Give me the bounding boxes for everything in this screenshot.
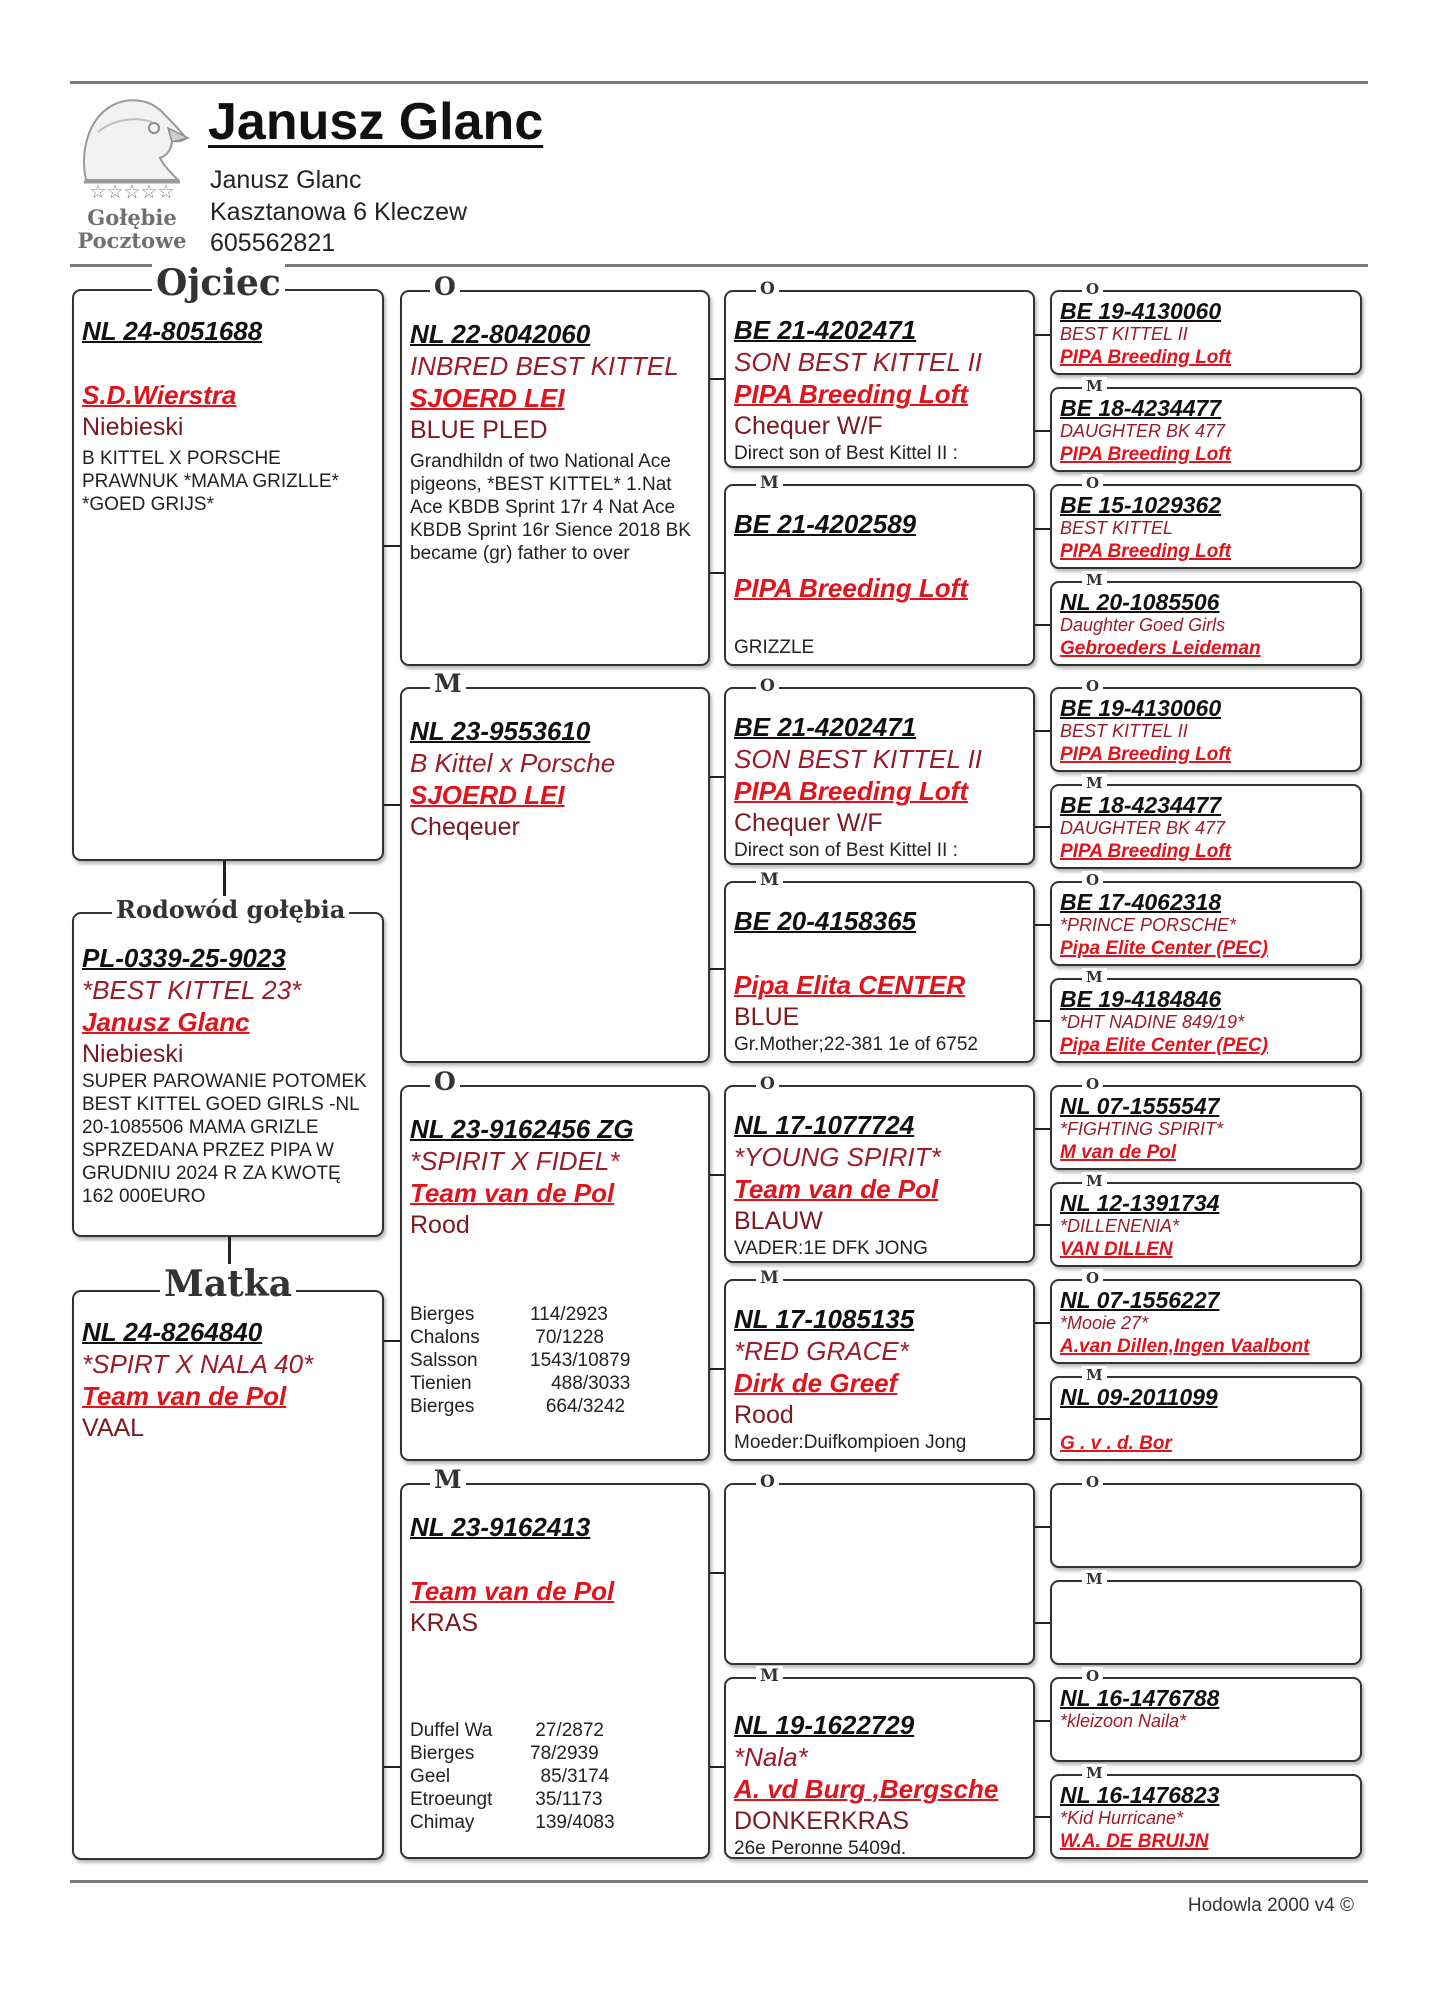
pigeon-notes: Moeder:Duifkompioen Jong — [734, 1432, 967, 1453]
gen4-card-12-empty[interactable] — [1050, 1473, 1362, 1568]
race-result: 664/3242 — [530, 1396, 626, 1417]
ring-number: BE 21-4202471 — [734, 712, 917, 742]
race-name: Duffel Wa — [410, 1720, 493, 1741]
ring-number: BE 15-1029362 — [1060, 492, 1222, 518]
breeder-link[interactable]: A.van Dillen,Ingen Vaalbont — [1060, 1336, 1310, 1357]
footer-copyright: Hodowla 2000 v4 © — [1187, 1895, 1354, 1916]
pigeon-notes: Direct son of Best Kittel II : — [734, 840, 958, 861]
sire-mark: O — [756, 1472, 779, 1492]
breeder-link[interactable]: PIPA Breeding Loft — [734, 379, 968, 409]
sire-mark: O — [756, 676, 779, 696]
ring-number: NL 17-1085135 — [734, 1304, 915, 1334]
gen4-card-4[interactable] — [1050, 677, 1362, 772]
pigeon-name — [82, 347, 376, 379]
dam-mark: M — [1082, 1570, 1107, 1588]
pigeon-name: INBRED BEST KITTEL — [410, 351, 679, 381]
gen3-card-6-empty[interactable] — [724, 1472, 1035, 1665]
owner-phone: 605562821 — [210, 229, 336, 257]
race-name: Geel — [410, 1766, 451, 1787]
pigeon-notes: 26e Peronne 5409d. — [734, 1838, 907, 1859]
gen4-card-0[interactable] — [1050, 280, 1362, 375]
race-result: 27/2872 — [530, 1720, 604, 1741]
gen3-card-2[interactable] — [724, 676, 1035, 865]
sire-mark: O — [1082, 280, 1103, 298]
dam-mark: M — [1082, 1764, 1107, 1782]
race-results — [410, 1303, 702, 1418]
pigeon-name: *RED GRACE* — [734, 1336, 909, 1366]
gen4-card-7[interactable] — [1050, 968, 1362, 1063]
breeder-link[interactable]: PIPA Breeding Loft — [734, 776, 968, 806]
ring-number: BE 18-4234477 — [1060, 395, 1222, 421]
ring-number: BE 21-4202589 — [734, 509, 917, 539]
ring-number: NL 07-1556227 — [1060, 1287, 1220, 1313]
owner-address: Kasztanowa 6 Kleczew — [210, 198, 468, 226]
breeder-link[interactable]: Gebroeders Leideman — [1060, 638, 1261, 659]
dam-mark: M — [756, 1666, 783, 1686]
breeder-link[interactable]: W.A. DE BRUIJN — [1060, 1831, 1209, 1852]
gen4-card-8[interactable] — [1050, 1075, 1362, 1170]
gen2-mf-card[interactable] — [400, 1067, 710, 1461]
pigeon-name: *DHT NADINE 849/19* — [1060, 1012, 1245, 1032]
gen4-card-6[interactable] — [1050, 871, 1362, 966]
gen3-card-5[interactable] — [724, 1268, 1035, 1461]
breeder-link[interactable]: G . v . d. Bor — [1060, 1433, 1172, 1454]
pigeon-notes: SUPER PAROWANIE POTOMEK BEST KITTEL GOED GIRLS -NL 20-1085506 MAMA GRIZLE SPRZEDANA PRZEZ PIPA W GRUDNIU 2024 R ZA KWOTĘ 162 000EURO — [82, 1071, 367, 1207]
owner-name: Janusz Glanc — [210, 166, 362, 194]
sire-mark: O — [1082, 677, 1103, 695]
pigeon-name: *BEST KITTEL 23* — [82, 975, 302, 1005]
connector — [1035, 924, 1051, 926]
ring-number: NL 23-9162456 ZG — [410, 1114, 634, 1144]
ring-number: BE 19-4130060 — [1060, 298, 1222, 324]
sire-mark: O — [1082, 1269, 1103, 1287]
pigeon-color: Niebieski — [82, 1040, 184, 1068]
gen2-fm-card[interactable] — [400, 669, 710, 1063]
connector — [1035, 1128, 1051, 1130]
ring-number: NL 23-9553610 — [410, 716, 591, 746]
pedigree-label: Rodowód gołębia — [112, 896, 349, 924]
race-result: 35/1173 — [530, 1789, 603, 1810]
breeder-link[interactable]: S.D.Wierstra — [82, 380, 237, 410]
breeder-link[interactable]: Pipa Elite Center (PEC) — [1060, 938, 1268, 959]
connector — [1035, 334, 1051, 336]
ring-number: BE 20-4158365 — [734, 906, 917, 936]
gen4-card-10[interactable] — [1050, 1269, 1362, 1364]
race-result: 78/2939 — [530, 1743, 599, 1764]
dam-mark: M — [756, 870, 783, 890]
ring-number: BE 19-4130060 — [1060, 695, 1222, 721]
breeder-link[interactable]: Team van de Pol — [734, 1174, 939, 1204]
pigeon-notes: VADER:1E DFK JONG — [734, 1238, 928, 1259]
pigeon-name: *kleizoon Naila* — [1060, 1711, 1187, 1731]
race-result: 70/1228 — [530, 1327, 604, 1348]
pigeon-name: *SPIRIT X FIDEL* — [410, 1146, 620, 1176]
pigeon-name — [734, 937, 1027, 969]
ring-number: NL 17-1077724 — [734, 1110, 915, 1140]
breeder-link[interactable]: PIPA Breeding Loft — [1060, 541, 1231, 562]
ring-number: NL 24-8264840 — [82, 1317, 263, 1347]
father-card[interactable] — [72, 262, 384, 861]
pigeon-name: B Kittel x Porsche — [410, 748, 616, 778]
dam-mark: M — [756, 473, 783, 493]
race-name: Bierges — [410, 1743, 475, 1764]
gen4-card-1[interactable] — [1050, 377, 1362, 472]
pigeon-name: DAUGHTER BK 477 — [1060, 818, 1226, 838]
ring-number: NL 19-1622729 — [734, 1710, 915, 1740]
gen3-card-0[interactable] — [724, 279, 1035, 468]
gen4-card-9[interactable] — [1050, 1172, 1362, 1267]
breeder-link[interactable]: PIPA Breeding Loft — [1060, 841, 1231, 862]
gen3-card-1[interactable] — [724, 473, 1035, 666]
breeder-link[interactable]: PIPA Breeding Loft — [1060, 347, 1231, 368]
breeder-link[interactable]: PIPA Breeding Loft — [1060, 744, 1231, 765]
connector — [1035, 1816, 1051, 1818]
race-name: Salsson — [410, 1350, 478, 1371]
pigeon-name: BEST KITTEL II — [1060, 721, 1188, 741]
logo-text-line2: Pocztowe — [77, 228, 187, 253]
pigeon-name — [734, 540, 1027, 572]
pigeon-notes: Grandhildn of two National Ace pigeons, *BEST KITTEL* 1.Nat Ace KBDB Sprint 17r 4 Nat Ace KBDB Sprint 16r Sience 2018 BK became (gr) father to over — [410, 451, 691, 564]
gen3-card-3[interactable] — [724, 870, 1035, 1063]
gen3-card-4[interactable] — [724, 1074, 1035, 1263]
race-result: 114/2923 — [530, 1304, 608, 1325]
race-results — [410, 1719, 702, 1834]
connector — [1035, 730, 1051, 732]
pigeon-name: *FIGHTING SPIRIT* — [1060, 1119, 1224, 1139]
pigeon-color: Niebieski — [82, 413, 184, 441]
connector — [1035, 528, 1051, 530]
pigeon-color: Chequer W/F — [734, 809, 883, 837]
breeder-link[interactable]: SJOERD LEI — [410, 383, 565, 413]
breeder-link[interactable]: Team van de Pol — [410, 1178, 615, 1208]
connector — [1035, 1322, 1051, 1324]
ring-number: NL 12-1391734 — [1060, 1190, 1220, 1216]
pigeon-color: Rood — [410, 1211, 470, 1239]
mother-label: Matka — [160, 1264, 296, 1304]
sire-mark: O — [1082, 1473, 1103, 1491]
ring-number: BE 19-4184846 — [1060, 986, 1222, 1012]
breeder-link[interactable]: VAN DILLEN — [1060, 1239, 1173, 1260]
ring-number: NL 07-1555547 — [1060, 1093, 1220, 1119]
dam-mark: M — [1082, 774, 1107, 792]
pigeon-name: *PRINCE PORSCHE* — [1060, 915, 1237, 935]
sire-mark: O — [430, 1069, 460, 1095]
gen4-card-5[interactable] — [1050, 774, 1362, 869]
pigeon-name: BEST KITTEL — [1060, 518, 1174, 538]
pigeon-name: *Nala* — [734, 1742, 808, 1772]
pigeon-name: SON BEST KITTEL II — [734, 347, 983, 377]
gen4-card-3[interactable] — [1050, 571, 1362, 666]
sire-mark: O — [756, 279, 779, 299]
pigeon-color: BLUE — [734, 1003, 800, 1031]
ring-number: NL 16-1476788 — [1060, 1685, 1220, 1711]
page-title: Janusz Glanc — [208, 93, 544, 151]
gen4-card-11[interactable] — [1050, 1366, 1362, 1461]
gen4-card-13-empty[interactable] — [1050, 1570, 1362, 1665]
gen2-ff-card[interactable] — [400, 272, 710, 666]
ring-number: PL-0339-25-9023 — [82, 943, 286, 973]
race-result: 1543/10879 — [530, 1350, 631, 1371]
gen4-card-2[interactable] — [1050, 474, 1362, 569]
gen3-card-7[interactable] — [724, 1666, 1035, 1859]
race-name: Chimay — [410, 1812, 475, 1833]
top-rule — [70, 81, 1368, 84]
gen4-card-14[interactable] — [1050, 1667, 1362, 1762]
connector — [1035, 1720, 1051, 1722]
pigeon-name — [410, 1543, 702, 1575]
gen2-mm-card[interactable] — [400, 1465, 710, 1859]
ring-number: BE 18-4234477 — [1060, 792, 1222, 818]
logo-text-line1: Gołębie — [87, 205, 177, 230]
mother-card[interactable] — [72, 1263, 384, 1860]
pigeon-notes: GRIZZLE — [734, 637, 815, 658]
pigeon-name: BEST KITTEL II — [1060, 324, 1188, 344]
pigeon-color — [734, 604, 1027, 636]
pigeon-name: SON BEST KITTEL II — [734, 744, 983, 774]
pigeon-name — [1060, 1410, 1354, 1431]
ring-number: NL 24-8051688 — [82, 316, 263, 346]
pigeon-name: *SPIRT X NALA 40* — [82, 1349, 314, 1379]
connector-father-subject — [223, 860, 226, 898]
race-result: 139/4083 — [530, 1812, 615, 1833]
race-result: 85/3174 — [530, 1766, 610, 1787]
ring-number: NL 23-9162413 — [410, 1512, 591, 1542]
sire-mark: O — [1082, 871, 1103, 889]
dam-mark: M — [430, 1467, 466, 1493]
sire-mark: O — [1082, 1075, 1103, 1093]
race-name: Bierges — [410, 1396, 475, 1417]
breeder-link[interactable]: M van de Pol — [1060, 1142, 1177, 1163]
connector — [1035, 1622, 1051, 1624]
pigeon-name: Daughter Goed Girls — [1060, 615, 1226, 635]
pigeon-notes: Direct son of Best Kittel II : — [734, 443, 958, 464]
breeder-link[interactable]: Janusz Glanc — [82, 1007, 250, 1037]
connector — [1035, 430, 1051, 432]
pigeon-name: DAUGHTER BK 477 — [1060, 421, 1226, 441]
race-name: Bierges — [410, 1304, 475, 1325]
race-result: 488/3033 — [530, 1373, 631, 1394]
sire-mark: O — [756, 1074, 779, 1094]
dam-mark: M — [756, 1268, 783, 1288]
pigeon-color: DONKERKRAS — [734, 1807, 910, 1835]
subject-card[interactable] — [72, 895, 384, 1237]
pigeon-color: BLAUW — [734, 1207, 823, 1235]
race-name: Etroeungt — [410, 1789, 493, 1810]
connector — [1035, 624, 1051, 626]
connector — [1035, 826, 1051, 828]
race-name: Tienien — [410, 1373, 472, 1394]
connector — [1035, 1526, 1051, 1528]
breeder-link[interactable]: Pipa Elita CENTER — [734, 970, 966, 1000]
pigeon-notes: B KITTEL X PORSCHE PRAWNUK *MAMA GRIZLLE* *GOED GRIJS* — [82, 448, 339, 515]
footer-rule — [70, 1880, 1368, 1883]
ring-number: NL 20-1085506 — [1060, 589, 1220, 615]
pigeon-color: VAAL — [82, 1414, 145, 1442]
pigeon-color: KRAS — [410, 1609, 479, 1637]
ring-number: BE 21-4202471 — [734, 315, 917, 345]
breeder-link[interactable]: A. vd Burg ,Bergsche — [734, 1774, 999, 1804]
sire-mark: O — [430, 274, 460, 300]
dam-mark: M — [1082, 968, 1107, 986]
breeder-link[interactable]: SJOERD LEI — [410, 780, 565, 810]
breeder-link[interactable]: Team van de Pol — [82, 1381, 287, 1411]
sire-mark: O — [1082, 474, 1103, 492]
ring-number: NL 22-8042060 — [410, 319, 591, 349]
breeder-link[interactable]: Team van de Pol — [410, 1576, 615, 1606]
pigeon-head-icon — [68, 92, 196, 187]
dam-mark: M — [1082, 377, 1107, 395]
pigeon-name: *Mooie 27* — [1060, 1313, 1149, 1333]
ring-number: BE 17-4062318 — [1060, 889, 1222, 915]
pigeon-color: BLUE PLED — [410, 416, 548, 444]
pigeon-color: Rood — [734, 1401, 794, 1429]
rating-stars: ☆☆☆☆☆ — [89, 182, 175, 203]
pigeon-color: Cheqeuer — [410, 813, 520, 841]
connector — [1035, 1224, 1051, 1226]
dam-mark: M — [1082, 1172, 1107, 1190]
breeder-link[interactable]: PIPA Breeding Loft — [1060, 444, 1231, 465]
breeder-link[interactable]: Dirk de Greef — [734, 1368, 898, 1398]
pigeon-name: *YOUNG SPIRIT* — [734, 1142, 941, 1172]
gen4-card-15[interactable] — [1050, 1764, 1362, 1859]
dam-mark: M — [1082, 1366, 1107, 1384]
breeder-link[interactable]: PIPA Breeding Loft — [734, 573, 968, 603]
race-name: Chalons — [410, 1327, 480, 1348]
sire-mark: O — [1082, 1667, 1103, 1685]
pigeon-name: *DILLENENIA* — [1060, 1216, 1180, 1236]
dam-mark: M — [1082, 571, 1107, 589]
pigeon-notes: Gr.Mother;22-381 1e of 6752 — [734, 1034, 978, 1055]
breeder-link[interactable]: Pipa Elite Center (PEC) — [1060, 1035, 1268, 1056]
connector — [1035, 1020, 1051, 1022]
dam-mark: M — [430, 671, 466, 697]
ring-number: NL 16-1476823 — [1060, 1782, 1220, 1808]
connector — [1035, 1418, 1051, 1420]
pigeon-color: Chequer W/F — [734, 412, 883, 440]
ring-number: NL 09-2011099 — [1060, 1384, 1218, 1410]
father-label: Ojciec — [152, 263, 285, 303]
pigeon-name: *Kid Hurricane* — [1060, 1808, 1184, 1828]
